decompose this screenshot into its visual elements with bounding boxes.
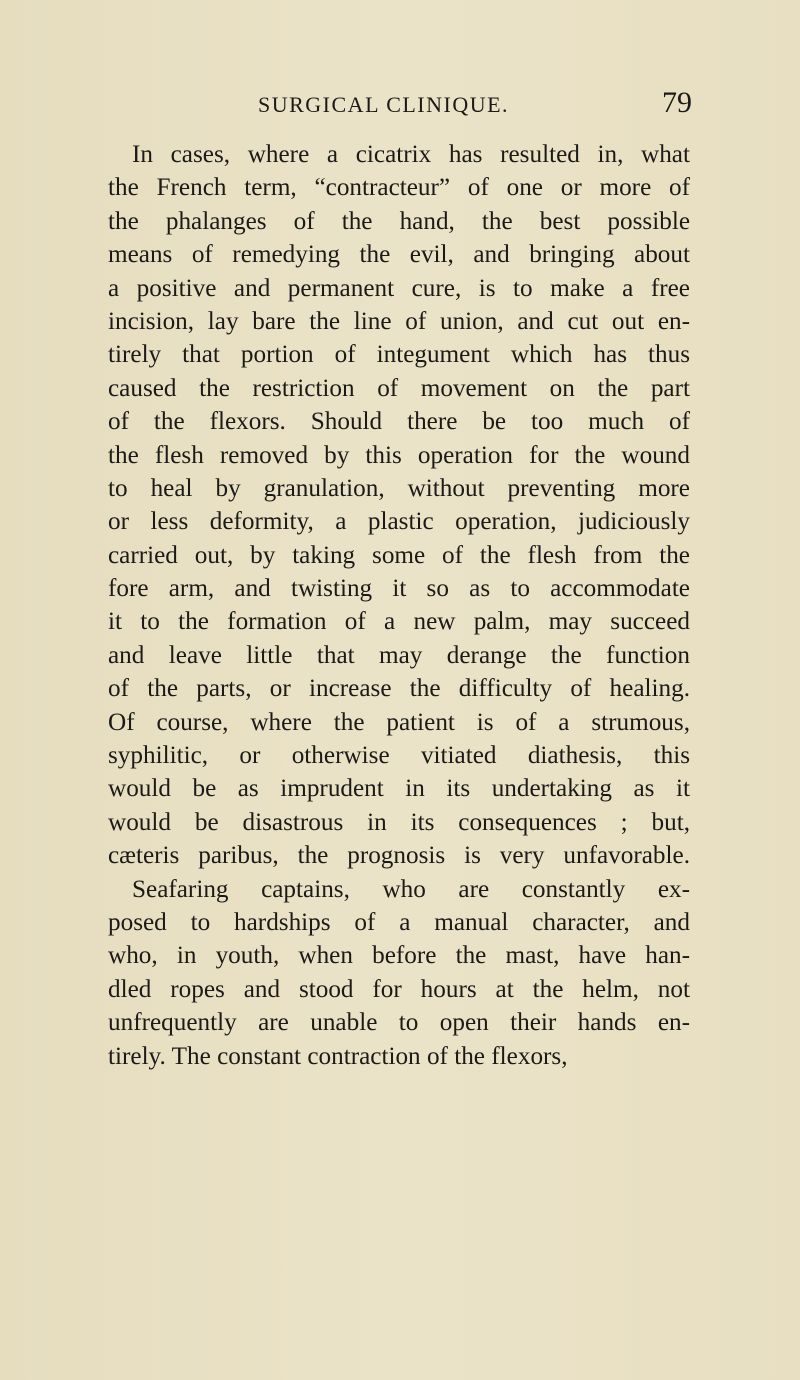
text-line: syphilitic, or otherwise vitiated diathesis, this (108, 742, 690, 770)
text-line: carried out, by taking some of the flesh from the (108, 541, 690, 569)
text-line: a positive and permanent cure, is to make a free (108, 274, 690, 302)
running-head (110, 86, 692, 126)
text-line: In cases, where a cicatrix has resulted in, what (132, 141, 690, 168)
text-line: caused the restriction of movement on the part (108, 374, 690, 402)
page-number: 79 (662, 86, 692, 119)
text-line: tirely. The constant contraction of the flexors, (108, 1042, 568, 1070)
text-line: who, in youth, when before the mast, have han- (108, 942, 690, 970)
text-line: of the parts, or increase the difficulty of healing. (108, 675, 690, 703)
text-line: would be as imprudent in its undertaking as it (108, 775, 690, 803)
text-line: means of remedying the evil, and bringing about (108, 241, 690, 269)
text-line: tirely that portion of integument which has thus (108, 341, 690, 369)
running-title: SURGICAL CLINIQUE. (258, 92, 510, 117)
text-line: the flesh removed by this operation for the wound (108, 441, 690, 469)
text-line: incision, lay bare the line of union, and cut out en- (108, 307, 690, 335)
body-text (108, 138, 690, 1073)
text-line: Seafaring captains, who are constantly ex- (132, 875, 690, 903)
text-line: or less deformity, a plastic operation, judiciously (108, 508, 690, 536)
text-line: of the flexors. Should there be too much of (108, 408, 690, 436)
text-line: cæteris paribus, the prognosis is very unfavorable. (108, 842, 690, 870)
text-line: it to the formation of a new palm, may succeed (108, 608, 690, 636)
text-line: the French term, “contracteur” of one or more of (108, 174, 690, 202)
text-line: posed to hardships of a manual character, and (108, 908, 690, 936)
text-line: fore arm, and twisting it so as to accommodate (108, 575, 690, 603)
text-line: dled ropes and stood for hours at the helm, not (108, 975, 690, 1003)
text-line: and leave little that may derange the function (108, 641, 690, 669)
text-line: the phalanges of the hand, the best possible (108, 207, 690, 235)
text-line: would be disastrous in its consequences ; but, (108, 808, 690, 836)
text-line: Of course, where the patient is of a strumous, (108, 708, 690, 736)
text-line: unfrequently are unable to open their hands en- (108, 1009, 690, 1037)
text-line: to heal by granulation, without preventing more (108, 474, 690, 502)
